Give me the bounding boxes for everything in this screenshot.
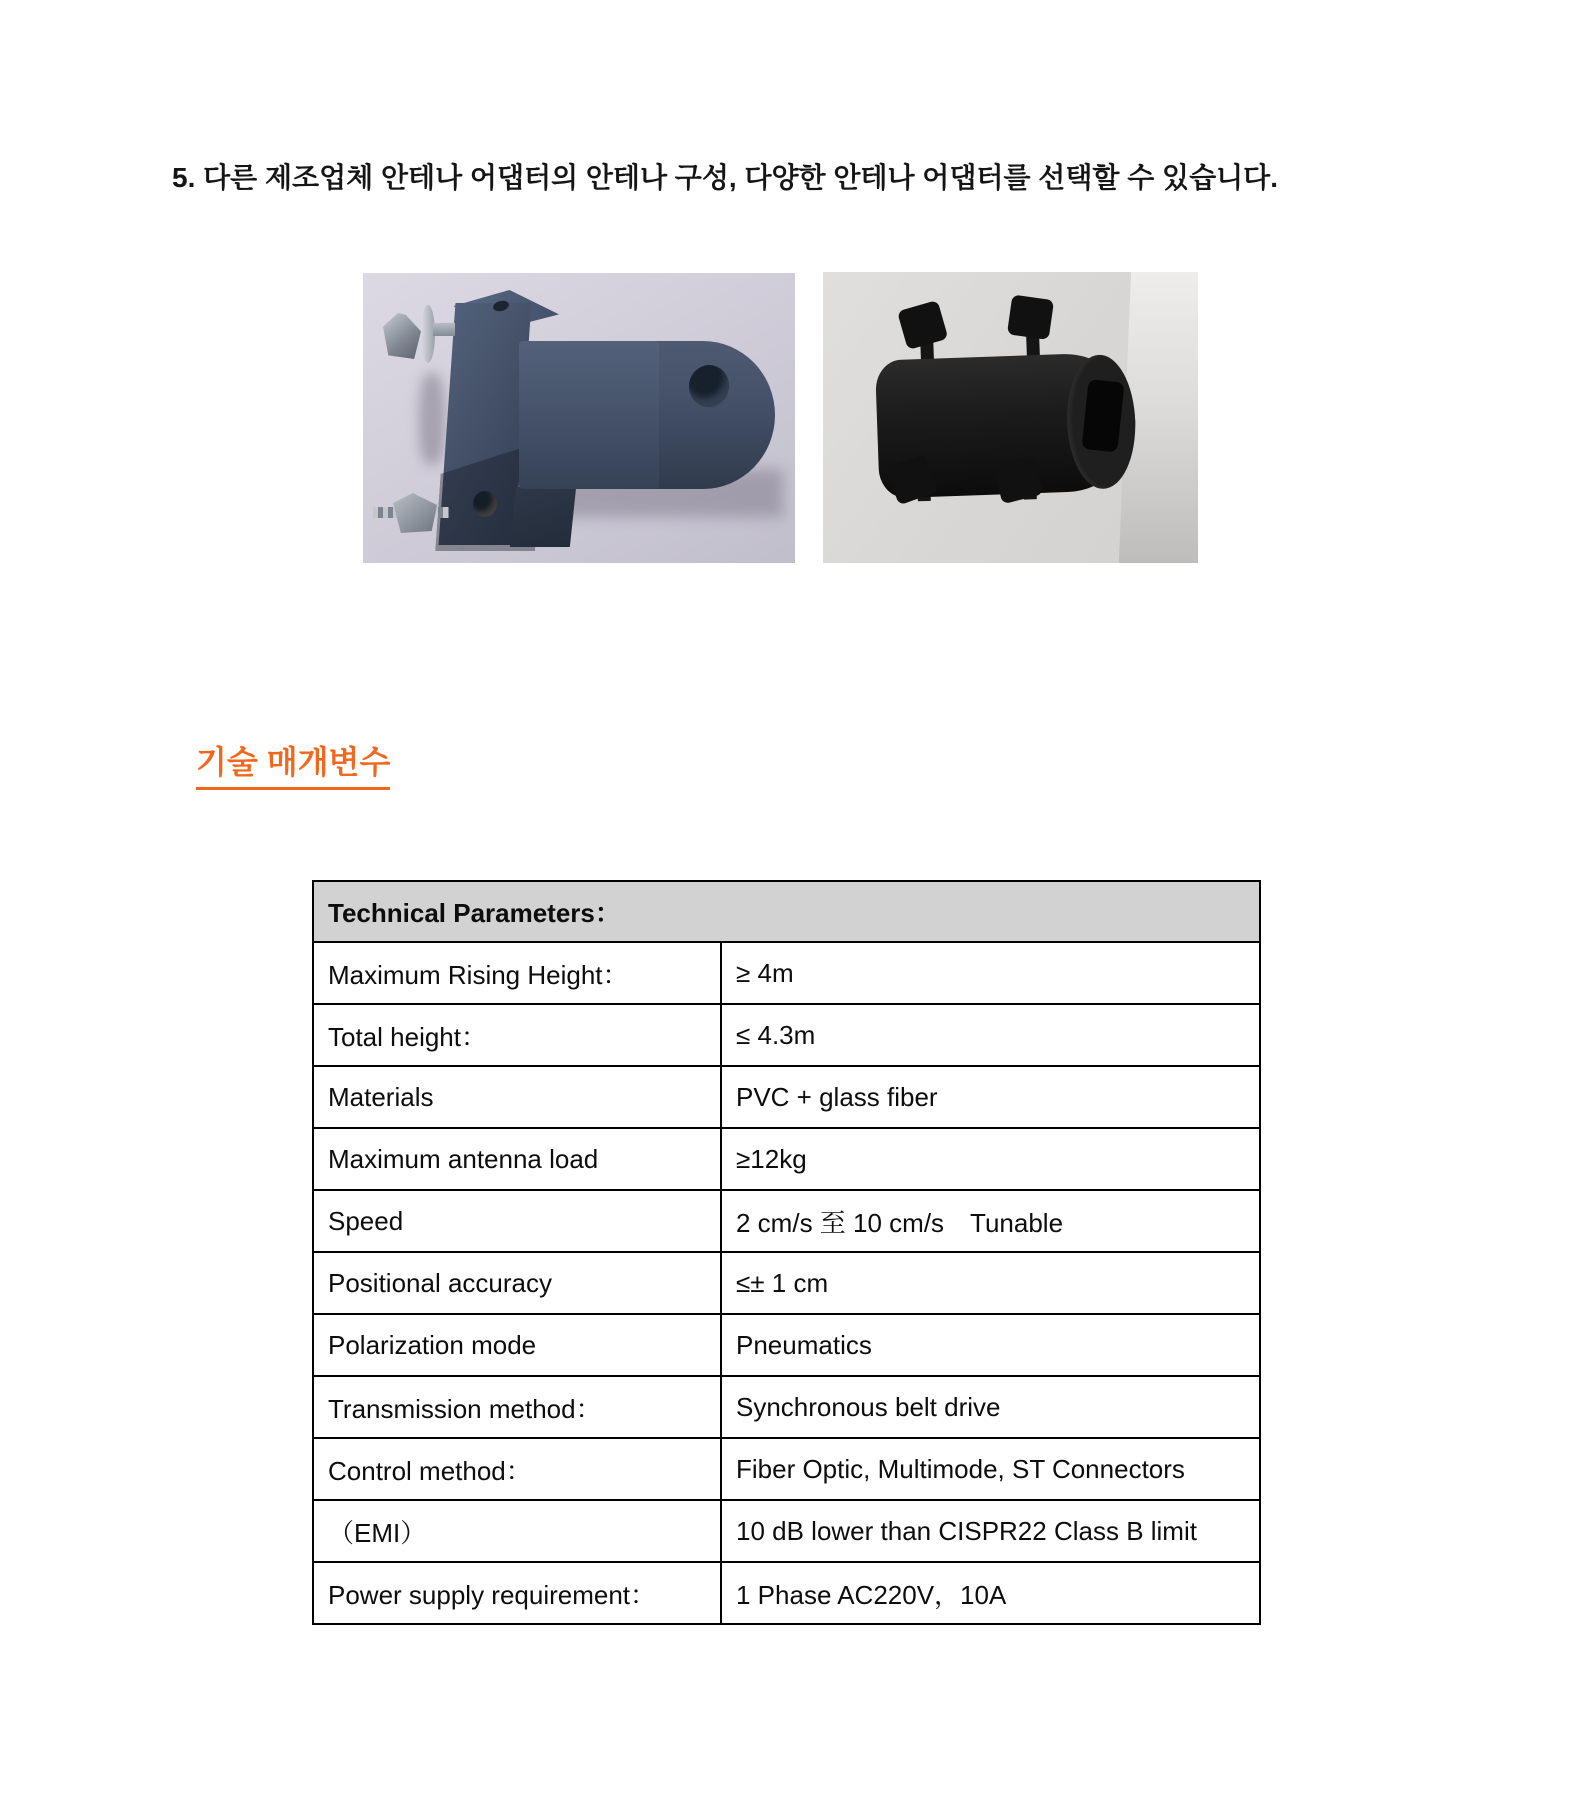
wing-screw-head [393, 493, 437, 533]
table-row [313, 1562, 1260, 1624]
clamp-assembly [823, 272, 1198, 563]
param-label: Materials [313, 1066, 721, 1128]
param-value: PVC + glass fiber [721, 1066, 1260, 1128]
table-row [313, 1190, 1260, 1252]
flange-bottom-hole [473, 491, 497, 517]
table-row [313, 1438, 1260, 1500]
param-value: 2 cm/s 至 10 cm/s Tunable [721, 1190, 1260, 1252]
table-row [313, 1314, 1260, 1376]
param-label: Maximum antenna load [313, 1128, 721, 1190]
param-value: Synchronous belt drive [721, 1376, 1260, 1438]
section-title: 기술 매개변수 [196, 737, 390, 790]
clamp-square-hole [1081, 379, 1124, 452]
table-row [313, 1128, 1260, 1190]
flange-lower-facet [510, 487, 576, 547]
param-label: Maximum Rising Height： [313, 942, 721, 1004]
param-label: Power supply requirement： [313, 1562, 721, 1624]
table-row [313, 1376, 1260, 1438]
photo-shadow [419, 373, 445, 465]
param-label: Total height： [313, 1004, 721, 1066]
table-row [313, 942, 1260, 1004]
thumb-screw-knob [897, 300, 948, 350]
param-value: 10 dB lower than CISPR22 Class B limit [721, 1500, 1260, 1562]
param-label: Positional accuracy [313, 1252, 721, 1314]
table-row [313, 1500, 1260, 1562]
param-value: Fiber Optic, Multimode, ST Connectors [721, 1438, 1260, 1500]
param-label: Control method： [313, 1438, 721, 1500]
param-value: 1 Phase AC220V，10A [721, 1562, 1260, 1624]
param-label: （EMI） [313, 1500, 721, 1562]
wing-nut [383, 313, 421, 359]
param-label: Polarization mode [313, 1314, 721, 1376]
table-title: Technical Parameters： [313, 881, 1260, 942]
param-value: ≤ 4.3m [721, 1004, 1260, 1066]
thumb-screw-knob [1007, 295, 1054, 340]
param-label: Transmission method： [313, 1376, 721, 1438]
table-row [313, 1252, 1260, 1314]
technical-parameters-table [312, 880, 1261, 1625]
adapter-photo-clamp [823, 272, 1198, 563]
adapter-photo-flanged [363, 273, 795, 563]
param-value: ≥12kg [721, 1128, 1260, 1190]
table-row [313, 1066, 1260, 1128]
adapter-cylinder-sleeve [519, 341, 659, 489]
table-header-row [313, 881, 1260, 942]
param-value: ≤± 1 cm [721, 1252, 1260, 1314]
param-label: Speed [313, 1190, 721, 1252]
page-heading: 5. 다른 제조업체 안테나 어댑터의 안테나 구성, 다양한 안테나 어댑터를 선택할 수 있습니다. [172, 162, 1278, 193]
table-row [313, 1004, 1260, 1066]
wing-nut-stem [433, 323, 455, 336]
param-value: ≥ 4m [721, 942, 1260, 1004]
param-value: Pneumatics [721, 1314, 1260, 1376]
